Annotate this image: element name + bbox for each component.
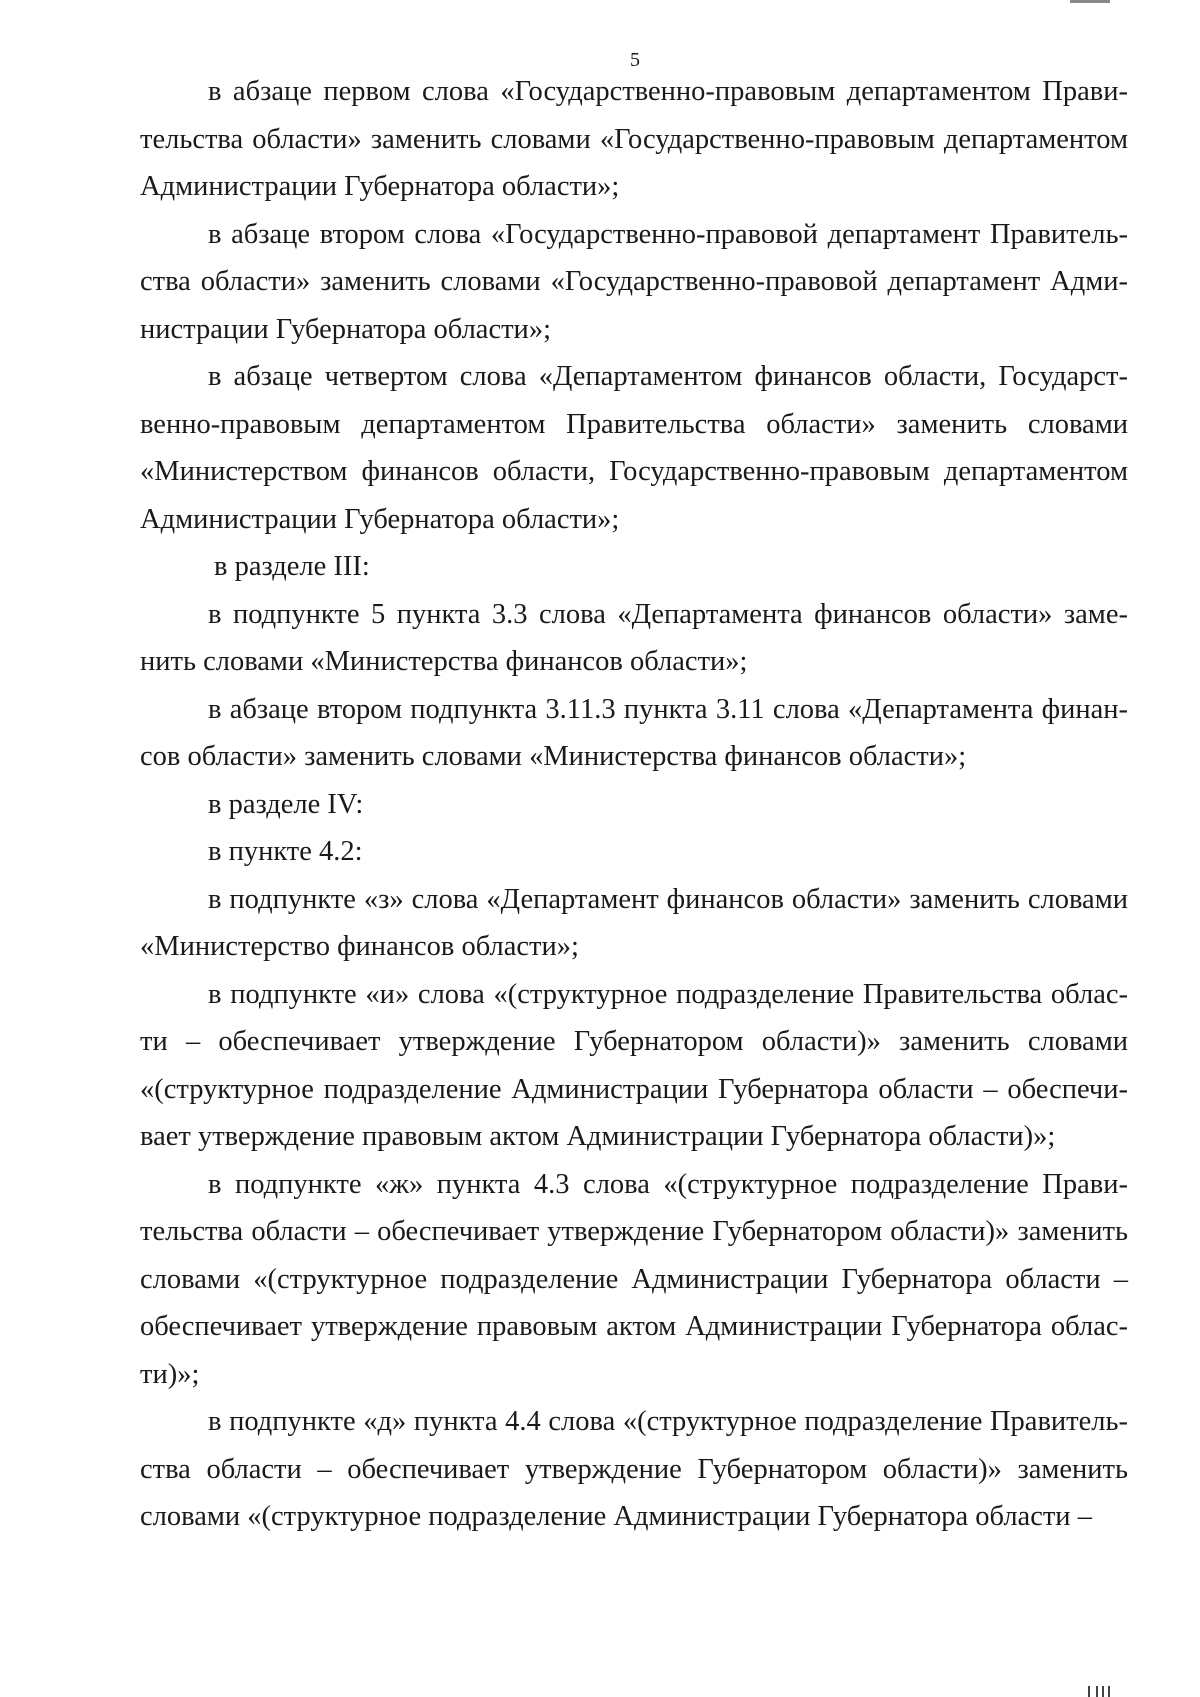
- scan-artifact: [1088, 1686, 1118, 1697]
- paragraph: в подпункте «и» слова «(структурное подразделение Правительства области – обеспечивает утверждение Губернатором области)» заменить словами «(структурное подразделение Администрации Губернатора области – обеспечивает утверждение правовым актом Администрации Губернатора области)»;: [140, 978, 1128, 1152]
- paragraph: в подпункте «з» слова «Департамент финансов области» заменить словами «Министерство финансов области»;: [140, 883, 1128, 962]
- paragraph: в подпункте 5 пункта 3.3 слова «Департамента финансов области» заменить словами «Министерства финансов области»;: [140, 598, 1128, 677]
- paragraph: в подпункте «ж» пункта 4.3 слова «(структурное подразделение Правительства области – обеспечивает утверждение Губернатором области)» заменить словами «(структурное подразделение Администрации Губернатора области – обеспечивает утверждение правовым актом Администрации Губернатора области)»;: [140, 1168, 1128, 1390]
- paragraph: в абзаце четвертом слова «Департаментом финансов области, Государственно-правовым департаментом Правительства области» заменить словами «Министерством финансов области, Государственно-правовым департаментом Администрации Губернатора области»;: [140, 361, 1128, 535]
- paragraph: в подпункте «д» пункта 4.4 слова «(структурное подразделение Правительства области – обеспечивает утверждение Губернатором области)» заменить словами «(структурное подразделение Администрации Губернатора области –: [140, 1406, 1128, 1532]
- page-number: 5: [630, 49, 640, 71]
- document-body: [140, 68, 1128, 1541]
- scan-artifact: [1070, 0, 1110, 3]
- paragraph: в абзаце втором подпункта 3.11.3 пункта 3.11 слова «Департамента финансов области» заменить словами «Министерства финансов области»;: [140, 693, 1128, 772]
- subsection-heading: в пункте 4.2:: [208, 836, 363, 867]
- paragraph: в абзаце втором слова «Государственно-правовой департамент Правительства области» заменить словами «Государственно-правовой департамент Администрации Губернатора области»;: [140, 218, 1128, 345]
- section-heading: в разделе IV:: [208, 788, 364, 820]
- paragraph: в абзаце первом слова «Государственно-правовым департаментом Правительства области» заменить словами «Государственно-правовым департаментом Администрации Губернатора области»;: [140, 76, 1128, 202]
- section-heading: в разделе III:: [214, 551, 370, 582]
